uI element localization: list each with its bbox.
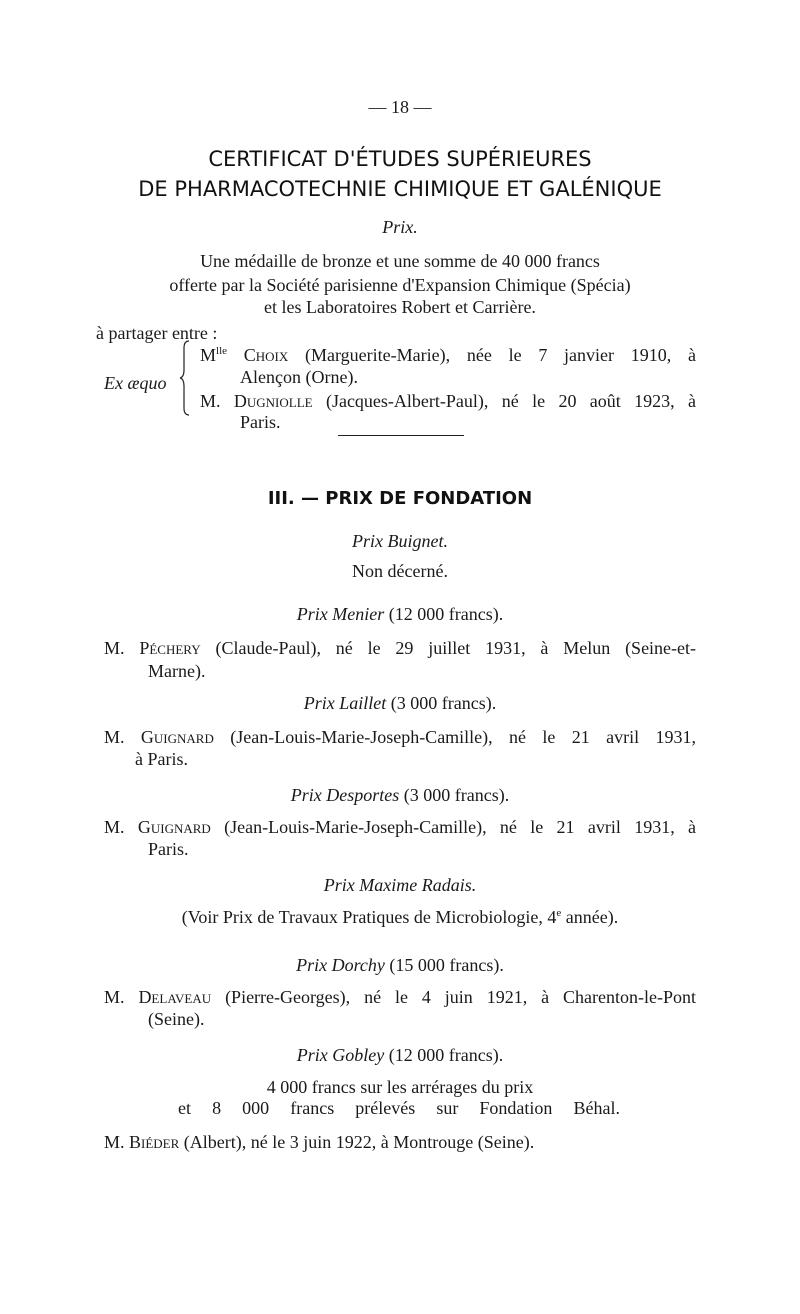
desportes-winner-line1: M. Guignard (Jean-Louis-Marie-Joseph-Camille), né le 21 avril 1931, à	[104, 817, 697, 837]
page-number: — 18 —	[368, 97, 432, 117]
winner2-line2: Paris.	[240, 412, 281, 432]
gobley-desc-line1: 4 000 francs sur les arrérages du prix	[266, 1077, 534, 1097]
certificat-title-line1: CERTIFICAT D'ÉTUDES SUPÉRIEURES	[208, 147, 592, 171]
winner2-details: (Jacques-Albert-Paul), né le 20 août 1923, à	[325, 391, 696, 411]
menier-amount: (12 000 francs).	[388, 604, 504, 624]
brace-icon	[180, 340, 190, 416]
radais-title: Prix Maxime Radais.	[323, 875, 477, 895]
fondation-heading: III. — PRIX DE FONDATION	[267, 488, 533, 509]
laillet-winner-line1: M. Guignard (Jean-Louis-Marie-Joseph-Camille), né le 21 avril 1931,	[104, 727, 697, 747]
laillet-title: Prix Laillet	[303, 693, 387, 713]
gobley-desc-line2: et 8 000 francs prélevés sur Fondation Béhal.	[178, 1098, 620, 1118]
gobley-title: Prix Gobley	[296, 1045, 385, 1065]
laillet-heading	[0, 692, 800, 714]
menier-winner-name: Péchery	[139, 638, 201, 658]
certificat-title-line2: DE PHARMACOTECHNIE CHIMIQUE ET GALÉNIQUE	[138, 177, 662, 201]
desportes-title: Prix Desportes	[290, 785, 400, 805]
menier-winner-line1: M. Péchery (Claude-Paul), né le 29 juillet 1931, à Melun (Seine-et-	[104, 638, 697, 658]
winner1-line1	[200, 344, 696, 366]
desportes-winner-name: Guignard	[137, 817, 211, 837]
dorchy-heading	[0, 954, 800, 976]
dorchy-winner-name: Delaveau	[138, 987, 212, 1007]
menier-winner-line2: Marne).	[148, 661, 206, 681]
winner1-details: (Marguerite-Marie), née le 7 janvier 1910, à	[305, 345, 697, 365]
radais-note: (Voir Prix de Travaux Pratiques de Microbiologie, 4e année).	[181, 907, 619, 927]
winner1-name: Choix	[243, 345, 289, 365]
menier-heading	[0, 603, 800, 625]
laillet-winner-name: Guignard	[140, 727, 214, 747]
dorchy-title: Prix Dorchy	[296, 955, 385, 975]
gobley-amount: (12 000 francs).	[388, 1045, 504, 1065]
laillet-winner-line2: à Paris.	[135, 749, 188, 769]
buignet-title: Prix Buignet.	[352, 531, 448, 551]
certificat-desc-line1: Une médaille de bronze et une somme de 40 000 francs	[200, 251, 600, 271]
partager-text: à partager entre :	[96, 323, 218, 343]
dorchy-winner-line2: (Seine).	[148, 1009, 205, 1029]
winner2-name: Dugniolle	[233, 391, 313, 411]
gobley-heading	[0, 1044, 800, 1066]
dorchy-winner-line1: M. Delaveau (Pierre-Georges), né le 4 juin 1921, à Charenton-le-Pont	[104, 987, 697, 1007]
buignet-status: Non décerné.	[352, 561, 448, 581]
dorchy-amount: (15 000 francs).	[389, 955, 504, 975]
menier-title: Prix Menier	[296, 604, 385, 624]
desportes-heading	[0, 784, 800, 806]
laillet-amount: (3 000 francs).	[390, 693, 497, 713]
ex-aequo-label: Ex æquo	[104, 373, 167, 393]
section-divider	[338, 435, 464, 436]
gobley-winner-line1: M. Biéder (Albert), né le 3 juin 1922, à Montrouge (Seine).	[104, 1132, 535, 1152]
winner1-line2: Alençon (Orne).	[240, 367, 358, 387]
certificat-desc-line3: et les Laboratoires Robert et Carrière.	[264, 297, 536, 317]
winner1-title: $M^{lle}$	[200, 345, 228, 365]
desportes-amount: (3 000 francs).	[403, 785, 510, 805]
prix-heading: Prix.	[382, 217, 418, 237]
certificat-desc-line2: offerte par la Société parisienne d'Expansion Chimique (Spécia)	[169, 275, 631, 295]
winner2-line1: M. Dugniolle (Jacques-Albert-Paul), né le 20 août 1923, à	[200, 391, 696, 411]
desportes-winner-line2: Paris.	[148, 839, 189, 859]
gobley-winner-name: Biéder	[129, 1132, 180, 1152]
